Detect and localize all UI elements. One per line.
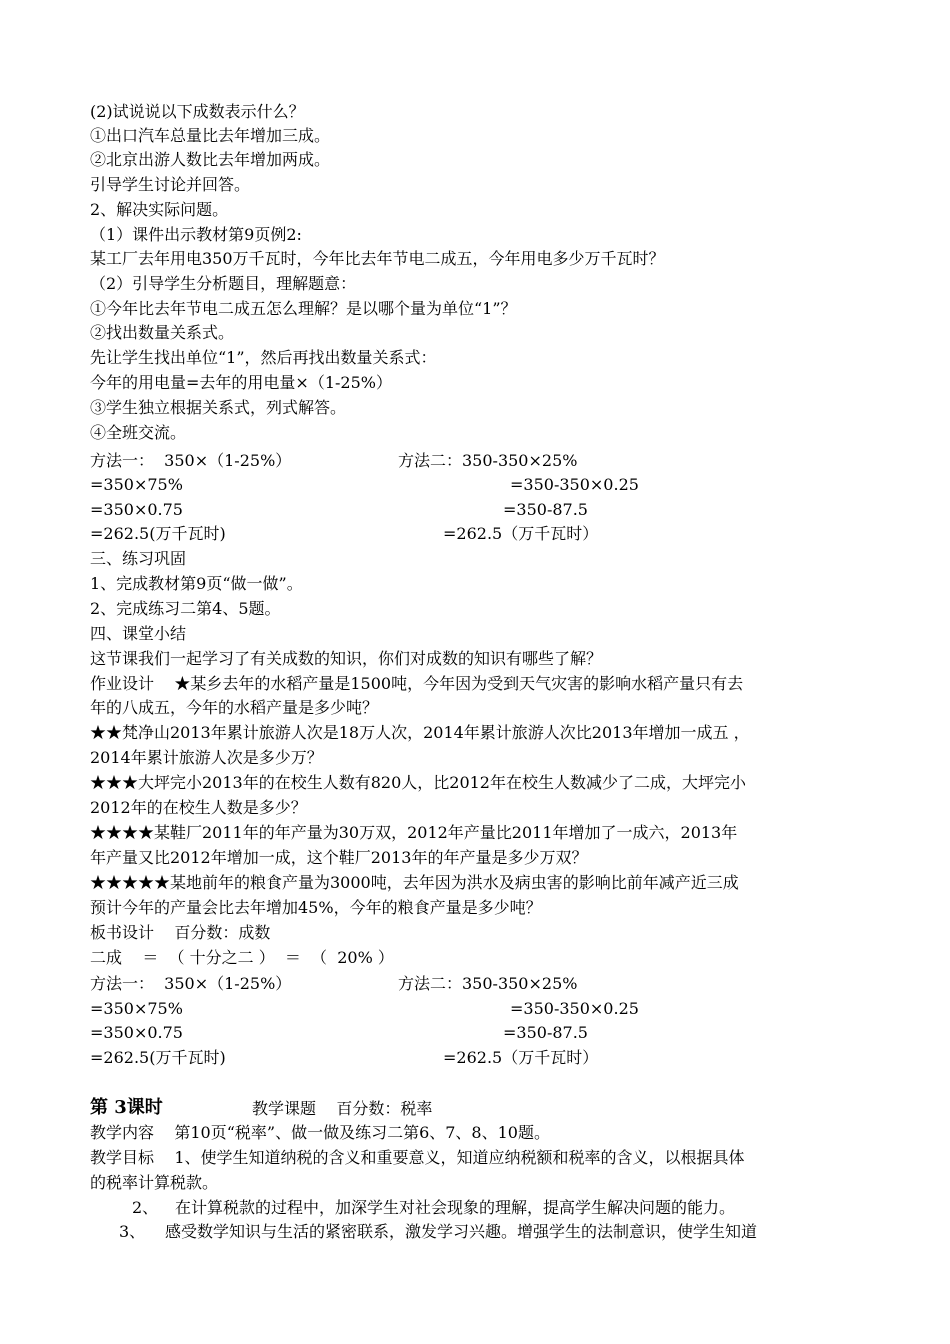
homework-line: 作业设计 ★某乡去年的水稻产量是1500吨，今年因为受到天气灾害的影响水稻产量只有去 [90,674,744,693]
text-line: 2、完成练习二第4、5题。 [90,599,281,618]
method-two-line: 方法二：350-350×25% [398,451,578,470]
text-line: 三、练习巩固 [90,549,187,568]
goal-number: 2、 [132,1198,159,1217]
lesson-goal: 在计算税款的过程中，加深学生对社会现象的理解，提高学生解决问题的能力。 [175,1198,736,1217]
text-line: 2、解决实际问题。 [90,200,229,219]
method-one-line: =262.5(万千瓦时) [90,524,226,543]
method-two-line: =350-350×0.25 [510,999,639,1018]
board-design-line: 板书设计 百分数：成数 [90,923,271,942]
text-line: ②找出数量关系式。 [90,323,235,342]
lesson-subtitle: 教学课题 百分数：税率 [252,1099,433,1118]
text-line: （1）课件出示教材第9页例2: [90,225,302,244]
method-one-line: =262.5(万千瓦时) [90,1048,226,1067]
goal-number: 3、 [119,1222,146,1241]
text-line: （2）引导学生分析题目，理解题意： [90,274,357,293]
homework-line: 年产量又比2012年增加一成，这个鞋厂2013年的年产量是多少万双？ [90,848,588,867]
lesson-goal: 感受数学知识与生活的紧密联系，激发学习兴趣。增强学生的法制意识，使学生知道 [165,1222,758,1241]
method-one-line: =350×0.75 [90,500,183,519]
homework-line: ★★梵净山2013年累计旅游人次是18万人次，2014年累计旅游人次比2013年增加一成五 ， [90,723,750,742]
homework-line: ★★★大坪完小2013年的在校生人数有820人，比2012年在校生人数减少了二成，大坪完小 [90,773,746,792]
lesson-title: 第 3课时 [90,1097,163,1118]
method-one-line: =350×0.75 [90,1023,183,1042]
lesson-goal: 教学目标 1、使学生知道纳税的含义和重要意义，知道应纳税额和税率的含义，以根据具体 [90,1148,745,1167]
homework-line: 2012年的在校生人数是多少？ [90,798,307,817]
method-two-line: =262.5（万千瓦时） [443,1048,599,1067]
homework-line: 年的八成五，今年的水稻产量是多少吨？ [90,698,379,717]
method-one-line: 方法一： 350×（1-25%） [90,451,292,470]
text-line: 这节课我们一起学习了有关成数的知识，你们对成数的知识有哪些了解？ [90,649,603,668]
board-design-line: 二成 ＝ （ 十分之二 ） ＝ （ 20% ） [90,948,394,967]
text-line: ③学生独立根据关系式，列式解答。 [90,398,347,417]
method-two-line: =262.5（万千瓦时） [443,524,599,543]
method-two-line: =350-87.5 [503,1023,588,1042]
text-line: ④全班交流。 [90,423,187,442]
text-line: 引导学生讨论并回答。 [90,175,251,194]
homework-line: ★★★★★某地前年的粮食产量为3000吨，去年因为洪水及病虫害的影响比前年减产近三成 [90,873,739,892]
homework-line: 预计今年的产量会比去年增加45%，今年的粮食产量是多少吨？ [90,898,542,917]
method-one-line: =350×75% [90,999,183,1018]
text-line: 先让学生找出单位“1”，然后再找出数量关系式： [90,348,437,367]
text-line: ①出口汽车总量比去年增加三成。 [90,126,331,145]
method-two-line: 方法二：350-350×25% [398,974,578,993]
homework-line: ★★★★某鞋厂2011年的年产量为30万双，2012年产量比2011年增加了一成六，2013年 [90,823,738,842]
text-line: 1、完成教材第9页“做一做”。 [90,574,303,593]
text-line: ①今年比去年节电二成五怎么理解？是以哪个量为单位“1”？ [90,299,517,318]
homework-line: 2014年累计旅游人次是多少万？ [90,748,323,767]
method-one-line: =350×75% [90,475,183,494]
text-line: 今年的用电量=去年的用电量×（1-25%） [90,373,392,392]
method-one-line: 方法一： 350×（1-25%） [90,974,292,993]
text-line: 某工厂去年用电350万千瓦时，今年比去年节电二成五，今年用电多少万千瓦时？ [90,249,665,268]
lesson-goal: 的税率计算税款。 [90,1173,219,1192]
text-line: (2)试说说以下成数表示什么？ [90,102,305,121]
text-line: ②北京出游人数比去年增加两成。 [90,150,331,169]
method-two-line: =350-87.5 [503,500,588,519]
method-two-line: =350-350×0.25 [510,475,639,494]
lesson-content: 教学内容 第10页“税率”、做一做及练习二第6、7、8、10题。 [90,1123,550,1142]
text-line: 四、课堂小结 [90,624,187,643]
